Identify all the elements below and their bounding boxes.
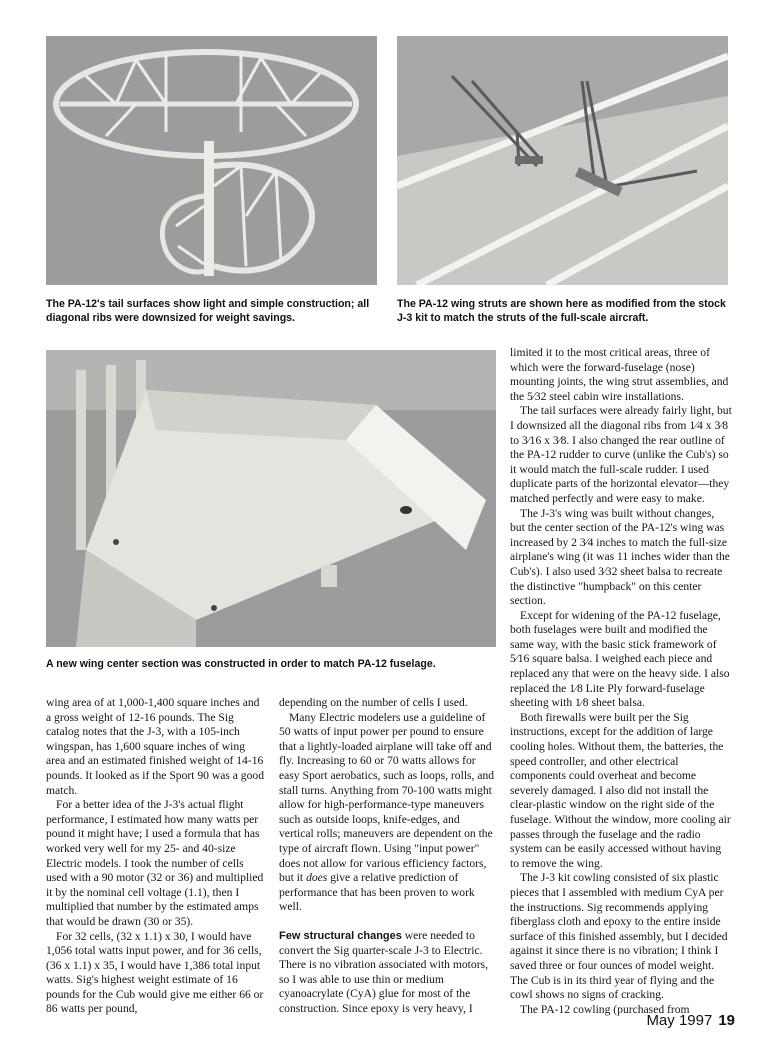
paragraph xyxy=(279,929,497,1017)
paragraph: wing area of at 1,000-1,400 square inches and a gross weight of 12-16 pounds. The Sig catalog notes that the J-3, with a 105-inch wingspan, has 1,600 square inches of wing area and an estimated finished weight of 14-16 pounds. It looked as if the Sport 90 was a good match. xyxy=(46,696,264,797)
paragraph: For a better idea of the J-3's actual flight performance, I estimated how many watts per pound it might have; I used a formula that has worked very well for my 25- and 40-size Electric models. I took the number of cells used with a 90 motor (32 or 36) and multiplied it by the nominal cell voltage (1.1), then I multiplied that number by the estimated amps that would be drawn (30 or 35). xyxy=(46,798,264,928)
paragraph xyxy=(279,711,497,915)
run-in-heading: Few structural changes xyxy=(279,929,402,942)
page-number: 19 xyxy=(718,1012,735,1029)
photo-wing-struts xyxy=(397,36,728,285)
emphasis: does xyxy=(306,871,328,885)
wing-struts-image xyxy=(397,36,728,285)
paragraph: The J-3's wing was built without changes, but the center section of the PA-12's wing was increased by 2 3⁄4 inches to match the full-size airplane's wing (it was 11 inches wider than the Cub's). I also used 3⁄32 sheet balsa to recreate the distinctive "humpback" on this center section. xyxy=(510,506,730,608)
article-column-left xyxy=(46,696,266,1017)
page-footer xyxy=(646,1012,735,1029)
article-column-right xyxy=(510,346,732,1017)
issue-date: May 1997 xyxy=(646,1012,713,1029)
caption-wing-struts: The PA-12 wing struts are shown here as modified from the stock J-3 kit to match the struts of the full-scale aircraft. xyxy=(397,298,726,324)
paragraph: depending on the number of cells I used. xyxy=(279,696,468,709)
wing-center-section-image xyxy=(46,350,496,647)
photo-wing-center-section xyxy=(46,350,496,647)
paragraph: limited it to the most critical areas, three of which were the forward-fuselage (nose) mounting joints, the wing strut assemblies, and the 5⁄32 steel cabin wire installations. xyxy=(510,346,729,403)
paragraph: The tail surfaces were already fairly light, but I downsized all the diagonal ribs from 1⁄4 x 3⁄8 to 3⁄16 x 3⁄8. I also changed the rear outline of the PA-12 rudder to curve (unlike the Cub's) so it would match the full-scale rudder. I used duplicate parts of the horizontal elevator—they matched perfectly and were easy to make. xyxy=(510,404,732,505)
photo-tail-surfaces xyxy=(46,36,377,285)
caption-tail-surfaces: The PA-12's tail surfaces show light and simple construction; all diagonal ribs were downsized for weight savings. xyxy=(46,298,370,324)
paragraph: The J-3 kit cowling consisted of six plastic pieces that I assembled with medium CyA per the instructions. Sig recommends applying fiberglass cloth and epoxy to the entire inside surface of this finished assembly, but I decided against it since there is no vibration; I think I saved three or four ounces of model weight. The Cub is in its third year of flying and the cowl shows no signs of cracking. xyxy=(510,871,728,1002)
paragraph: The PA-12 cowling (purchased from xyxy=(520,1002,690,1016)
tail-surfaces-image xyxy=(46,36,377,285)
paragraph: Except for widening of the PA-12 fuselage, both fuselages were built and modified the same way, with the basic stick framework of 5⁄16 square balsa. I weighed each piece and replaced any that were on the heavy side. I also replaced the 1⁄8 Lite Ply forward-fuselage sheeting with 1⁄8 sheet balsa. xyxy=(510,608,730,710)
paragraph: For 32 cells, (32 x 1.1) x 30, I would have 1,056 total watts input power, and for 36 cells, (36 x 1.1) x 35, I would have 1,386 total input watts. Sig's highest weight estimate of 16 pounds for the Cub would give me either 66 or 86 watts per pound, xyxy=(46,929,264,1016)
paragraph: Both firewalls were built per the Sig instructions, except for the addition of large cooling holes. Without them, the batteries, the speed controller, and other electrical components could overheat and become severely damaged. I also did not install the clear-plastic window on the right side of the fuselage. Without the window, more cooling air passes through the fuselage and the radio system can be easily accessed without having to remove the wing. xyxy=(510,710,731,870)
paragraph-text: were needed to convert the Sig quarter-scale J-3 to Electric. There is no vibration associated with motors, so I was able to use thin or medium cyanoacrylate (CyA) glue for most of the construction. Since epoxy is very heavy, I xyxy=(279,928,488,1015)
paragraph-text: Many Electric modelers use a guideline of 50 watts of input power per pound to ensure that a lightly-loaded airplane will take off and fly. Increasing to 60 or 70 watts allows for easy Sport aerobatics, such as loops, rolls, and stall turns. Anything from 70-100 watts might allow for high-performance-type maneuvers such as outside loops, knife-edges, and vertical rolls; maneuvers are dependent on the type of aircraft flown. Using "input power" does not allow for various efficiency factors, but it xyxy=(279,710,495,885)
article-column-middle xyxy=(279,696,497,1016)
caption-wing-center-section: A new wing center section was constructed in order to match PA-12 fuselage. xyxy=(46,658,436,670)
paragraph-text: give a relative prediction of performance that has been proven to work well. xyxy=(279,871,475,914)
